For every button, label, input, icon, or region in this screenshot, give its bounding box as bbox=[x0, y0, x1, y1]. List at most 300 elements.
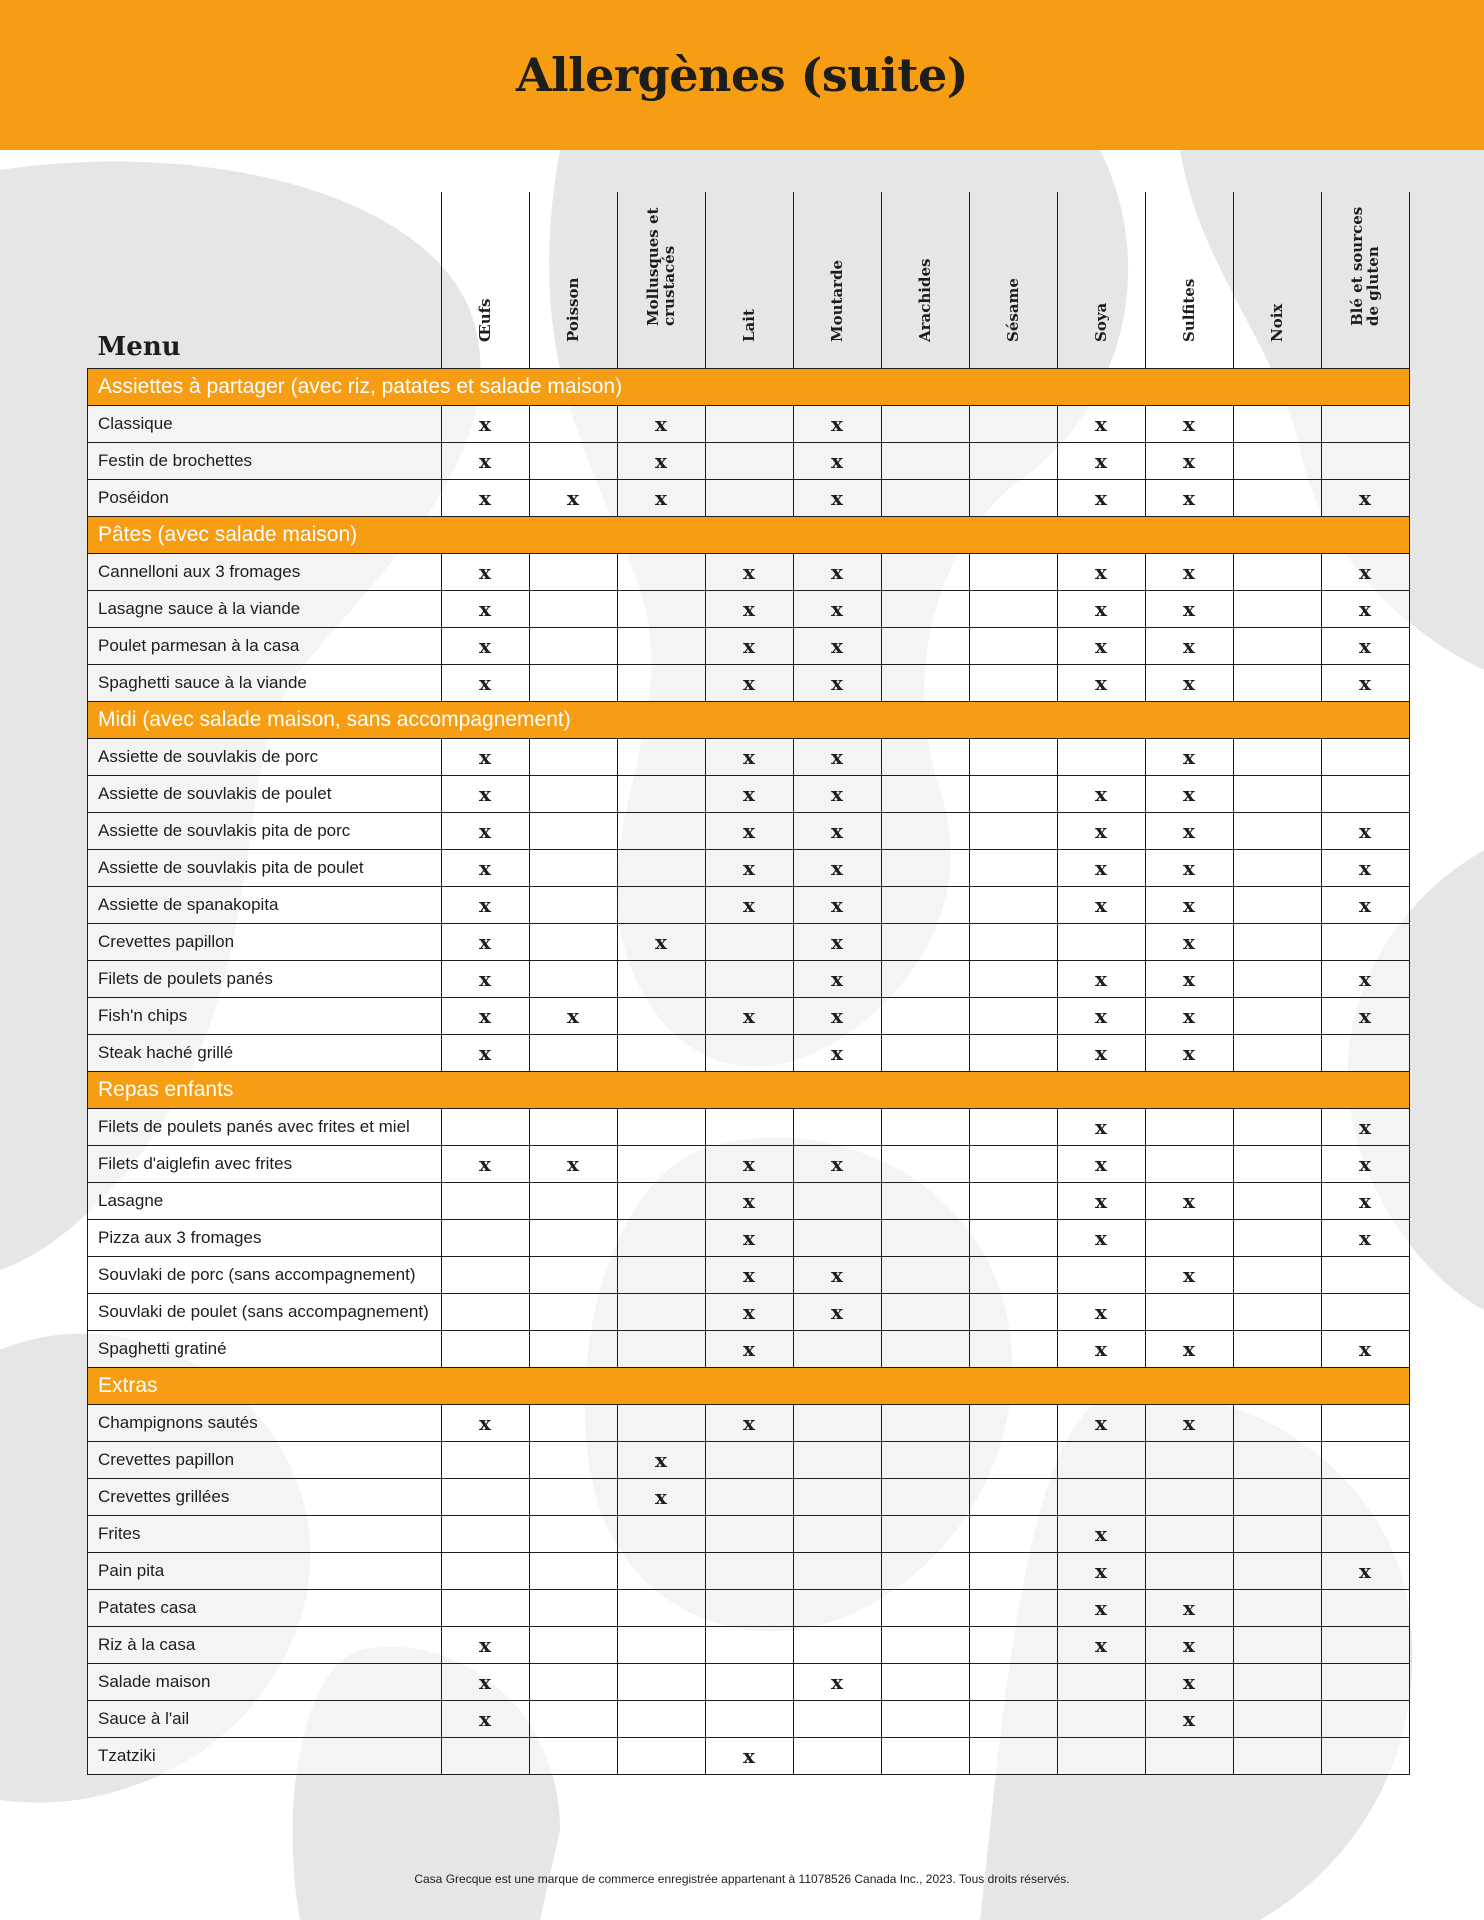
allergen-mark-cell bbox=[881, 998, 969, 1035]
allergen-mark-cell bbox=[617, 1553, 705, 1590]
allergen-mark-cell bbox=[881, 1257, 969, 1294]
allergen-mark-cell: x bbox=[1057, 1331, 1145, 1368]
allergen-mark-cell: x bbox=[1145, 1331, 1233, 1368]
allergen-mark-cell bbox=[1233, 443, 1321, 480]
allergen-mark-cell: x bbox=[1057, 1553, 1145, 1590]
table-row bbox=[88, 1738, 1410, 1775]
allergen-mark-cell bbox=[969, 1183, 1057, 1220]
allergen-mark-cell bbox=[969, 1664, 1057, 1701]
allergen-mark-cell bbox=[969, 554, 1057, 591]
allergen-mark-cell bbox=[705, 1516, 793, 1553]
allergen-mark-cell bbox=[617, 1331, 705, 1368]
table-row bbox=[88, 1257, 1410, 1294]
allergen-mark-cell: x bbox=[705, 887, 793, 924]
allergen-mark-cell bbox=[705, 443, 793, 480]
allergen-mark-cell: x bbox=[1057, 850, 1145, 887]
allergen-mark-cell: x bbox=[441, 776, 529, 813]
allergen-mark-cell bbox=[881, 1738, 969, 1775]
table-row bbox=[88, 1664, 1410, 1701]
table-row bbox=[88, 1183, 1410, 1220]
allergen-mark-cell bbox=[881, 1590, 969, 1627]
allergen-mark-cell bbox=[969, 1479, 1057, 1516]
allergen-mark-cell bbox=[1145, 1738, 1233, 1775]
allergen-column-header bbox=[1145, 192, 1233, 369]
allergen-mark-cell bbox=[529, 443, 617, 480]
allergen-mark-cell bbox=[529, 591, 617, 628]
allergen-mark-cell: x bbox=[1057, 1183, 1145, 1220]
allergen-mark-cell bbox=[441, 1590, 529, 1627]
allergen-mark-cell bbox=[793, 1479, 881, 1516]
allergen-mark-cell: x bbox=[705, 1294, 793, 1331]
allergen-mark-cell: x bbox=[705, 1146, 793, 1183]
allergen-mark-cell: x bbox=[793, 813, 881, 850]
allergen-mark-cell bbox=[529, 628, 617, 665]
table-row bbox=[88, 1701, 1410, 1738]
allergen-mark-cell bbox=[881, 1035, 969, 1072]
allergen-mark-cell: x bbox=[617, 406, 705, 443]
allergen-mark-cell bbox=[617, 1294, 705, 1331]
allergen-mark-cell: x bbox=[1145, 1701, 1233, 1738]
allergen-mark-cell bbox=[1233, 1146, 1321, 1183]
allergen-mark-cell: x bbox=[793, 443, 881, 480]
allergen-mark-cell: x bbox=[705, 1257, 793, 1294]
allergen-mark-cell: x bbox=[1321, 1109, 1409, 1146]
table-row bbox=[88, 665, 1410, 702]
allergen-mark-cell bbox=[617, 887, 705, 924]
allergen-mark-cell bbox=[881, 961, 969, 998]
table-row bbox=[88, 554, 1410, 591]
allergen-mark-cell: x bbox=[617, 1442, 705, 1479]
allergen-mark-cell bbox=[1233, 591, 1321, 628]
allergen-mark-cell bbox=[1145, 1516, 1233, 1553]
allergen-mark-cell bbox=[793, 1701, 881, 1738]
allergen-mark-cell: x bbox=[617, 443, 705, 480]
allergen-mark-cell bbox=[617, 1405, 705, 1442]
allergen-mark-cell: x bbox=[617, 1479, 705, 1516]
allergen-mark-cell bbox=[1233, 1331, 1321, 1368]
allergen-mark-cell bbox=[529, 813, 617, 850]
allergen-mark-cell: x bbox=[441, 480, 529, 517]
allergen-mark-cell bbox=[969, 1627, 1057, 1664]
title-banner bbox=[0, 0, 1484, 150]
allergen-mark-cell bbox=[705, 1479, 793, 1516]
allergen-mark-cell bbox=[881, 628, 969, 665]
allergen-mark-cell: x bbox=[705, 776, 793, 813]
allergen-mark-cell: x bbox=[529, 480, 617, 517]
allergen-mark-cell: x bbox=[1321, 628, 1409, 665]
table-row bbox=[88, 1035, 1410, 1072]
allergen-mark-cell bbox=[617, 776, 705, 813]
allergen-mark-cell: x bbox=[441, 1405, 529, 1442]
allergen-mark-cell bbox=[969, 665, 1057, 702]
allergen-mark-cell bbox=[793, 1220, 881, 1257]
allergen-mark-cell bbox=[969, 1294, 1057, 1331]
allergen-mark-cell bbox=[529, 1627, 617, 1664]
allergen-mark-cell bbox=[1057, 1479, 1145, 1516]
allergen-mark-cell bbox=[617, 1109, 705, 1146]
allergen-mark-cell bbox=[617, 1590, 705, 1627]
allergen-mark-cell: x bbox=[1057, 998, 1145, 1035]
allergen-mark-cell: x bbox=[441, 813, 529, 850]
allergen-mark-cell bbox=[1233, 1109, 1321, 1146]
allergen-mark-cell: x bbox=[705, 591, 793, 628]
menu-item-name: Poséidon bbox=[88, 480, 442, 517]
menu-item-name: Frites bbox=[88, 1516, 442, 1553]
allergen-mark-cell bbox=[617, 554, 705, 591]
allergen-mark-cell: x bbox=[1321, 480, 1409, 517]
section-header-row bbox=[88, 1072, 1410, 1109]
allergen-mark-cell bbox=[1321, 443, 1409, 480]
allergen-mark-cell bbox=[1057, 739, 1145, 776]
allergen-mark-cell bbox=[793, 1738, 881, 1775]
allergen-column-label: Poisson bbox=[564, 277, 582, 342]
menu-item-name: Champignons sautés bbox=[88, 1405, 442, 1442]
footer-legal-text: Casa Grecque est une marque de commerce enregistrée appartenant à 11078526 Canada Inc., 2023. Tous droits réservés. bbox=[414, 1872, 1070, 1886]
section-title: Repas enfants bbox=[88, 1072, 1410, 1109]
table-row bbox=[88, 443, 1410, 480]
allergen-mark-cell bbox=[1233, 1442, 1321, 1479]
allergen-mark-cell bbox=[793, 1109, 881, 1146]
table-row bbox=[88, 887, 1410, 924]
allergen-mark-cell bbox=[881, 665, 969, 702]
allergen-mark-cell bbox=[617, 1701, 705, 1738]
allergen-mark-cell: x bbox=[1057, 1405, 1145, 1442]
allergen-mark-cell bbox=[881, 1220, 969, 1257]
allergen-mark-cell: x bbox=[441, 628, 529, 665]
allergen-mark-cell: x bbox=[441, 1701, 529, 1738]
table-row bbox=[88, 1220, 1410, 1257]
allergen-mark-cell bbox=[793, 1516, 881, 1553]
menu-item-name: Assiette de souvlakis pita de porc bbox=[88, 813, 442, 850]
allergen-mark-cell bbox=[793, 1590, 881, 1627]
menu-item-name: Filets de poulets panés avec frites et miel bbox=[88, 1109, 442, 1146]
allergen-mark-cell bbox=[1233, 554, 1321, 591]
allergen-mark-cell bbox=[617, 1627, 705, 1664]
table-row bbox=[88, 813, 1410, 850]
allergen-mark-cell bbox=[969, 1146, 1057, 1183]
allergen-mark-cell: x bbox=[705, 813, 793, 850]
allergen-column-header bbox=[1321, 192, 1409, 369]
table-row bbox=[88, 1516, 1410, 1553]
allergen-mark-cell bbox=[441, 1183, 529, 1220]
allergen-mark-cell: x bbox=[1321, 998, 1409, 1035]
allergen-mark-cell: x bbox=[1145, 887, 1233, 924]
allergen-mark-cell: x bbox=[705, 1738, 793, 1775]
menu-item-name: Crevettes grillées bbox=[88, 1479, 442, 1516]
allergen-mark-cell: x bbox=[1145, 850, 1233, 887]
allergen-mark-cell: x bbox=[1145, 1183, 1233, 1220]
allergen-mark-cell bbox=[1057, 1257, 1145, 1294]
allergen-mark-cell: x bbox=[441, 924, 529, 961]
allergen-mark-cell bbox=[969, 850, 1057, 887]
table-row bbox=[88, 1109, 1410, 1146]
allergen-mark-cell bbox=[793, 1627, 881, 1664]
allergen-mark-cell bbox=[617, 1738, 705, 1775]
allergen-mark-cell bbox=[441, 1738, 529, 1775]
allergen-mark-cell bbox=[1233, 1257, 1321, 1294]
allergen-mark-cell: x bbox=[705, 739, 793, 776]
allergen-mark-cell: x bbox=[793, 887, 881, 924]
allergen-mark-cell: x bbox=[1057, 961, 1145, 998]
allergen-mark-cell: x bbox=[441, 1035, 529, 1072]
menu-item-name: Souvlaki de poulet (sans accompagnement) bbox=[88, 1294, 442, 1331]
allergen-mark-cell bbox=[1145, 1479, 1233, 1516]
allergen-mark-cell bbox=[1057, 1738, 1145, 1775]
allergen-mark-cell bbox=[529, 776, 617, 813]
allergen-mark-cell bbox=[881, 554, 969, 591]
allergen-mark-cell: x bbox=[1057, 1590, 1145, 1627]
menu-item-name: Sauce à l'ail bbox=[88, 1701, 442, 1738]
allergen-mark-cell: x bbox=[1321, 1146, 1409, 1183]
allergen-mark-cell bbox=[969, 1553, 1057, 1590]
allergen-mark-cell bbox=[705, 1442, 793, 1479]
allergen-mark-cell bbox=[969, 998, 1057, 1035]
allergen-mark-cell bbox=[881, 1442, 969, 1479]
allergen-mark-cell bbox=[1321, 1405, 1409, 1442]
menu-item-name: Filets de poulets panés bbox=[88, 961, 442, 998]
allergen-mark-cell: x bbox=[793, 1146, 881, 1183]
allergen-mark-cell bbox=[1233, 1479, 1321, 1516]
allergen-mark-cell: x bbox=[793, 850, 881, 887]
table-row bbox=[88, 591, 1410, 628]
allergen-mark-cell bbox=[881, 1183, 969, 1220]
menu-item-name: Assiette de souvlakis de porc bbox=[88, 739, 442, 776]
allergen-mark-cell: x bbox=[1145, 406, 1233, 443]
allergen-mark-cell: x bbox=[705, 628, 793, 665]
allergen-mark-cell bbox=[441, 1257, 529, 1294]
allergen-mark-cell: x bbox=[793, 961, 881, 998]
allergen-mark-cell bbox=[881, 813, 969, 850]
allergen-column-header bbox=[617, 192, 705, 369]
allergen-mark-cell bbox=[881, 591, 969, 628]
allergen-mark-cell bbox=[1145, 1553, 1233, 1590]
menu-item-name: Patates casa bbox=[88, 1590, 442, 1627]
allergen-mark-cell bbox=[793, 1553, 881, 1590]
allergen-mark-cell: x bbox=[1321, 961, 1409, 998]
allergen-mark-cell bbox=[793, 1331, 881, 1368]
allergen-mark-cell bbox=[617, 1220, 705, 1257]
allergen-mark-cell bbox=[1321, 1257, 1409, 1294]
allergen-mark-cell bbox=[617, 628, 705, 665]
allergen-mark-cell bbox=[1233, 961, 1321, 998]
allergen-mark-cell bbox=[705, 1664, 793, 1701]
allergen-mark-cell: x bbox=[1057, 554, 1145, 591]
allergen-mark-cell bbox=[1233, 1294, 1321, 1331]
menu-item-name: Spaghetti sauce à la viande bbox=[88, 665, 442, 702]
allergen-mark-cell bbox=[1321, 1664, 1409, 1701]
allergen-mark-cell bbox=[529, 887, 617, 924]
allergen-mark-cell bbox=[529, 554, 617, 591]
allergen-mark-cell bbox=[1057, 924, 1145, 961]
allergen-column-label: Moutarde bbox=[828, 259, 846, 342]
allergen-mark-cell bbox=[1321, 1294, 1409, 1331]
allergen-mark-cell: x bbox=[1057, 887, 1145, 924]
table-row bbox=[88, 850, 1410, 887]
menu-item-name: Lasagne sauce à la viande bbox=[88, 591, 442, 628]
allergen-mark-cell bbox=[1145, 1146, 1233, 1183]
allergen-mark-cell bbox=[969, 1442, 1057, 1479]
allergen-mark-cell: x bbox=[705, 850, 793, 887]
allergen-mark-cell: x bbox=[1321, 1183, 1409, 1220]
allergen-mark-cell bbox=[1233, 998, 1321, 1035]
allergen-mark-cell bbox=[1233, 1035, 1321, 1072]
allergen-mark-cell: x bbox=[793, 628, 881, 665]
allergen-mark-cell bbox=[529, 924, 617, 961]
allergen-mark-cell: x bbox=[1145, 1664, 1233, 1701]
allergen-mark-cell bbox=[1233, 813, 1321, 850]
allergen-mark-cell: x bbox=[1321, 1331, 1409, 1368]
table-row bbox=[88, 1294, 1410, 1331]
allergen-mark-cell: x bbox=[1145, 1627, 1233, 1664]
allergen-mark-cell bbox=[969, 813, 1057, 850]
allergen-mark-cell bbox=[441, 1331, 529, 1368]
allergen-column-header bbox=[1233, 192, 1321, 369]
allergen-mark-cell bbox=[881, 1479, 969, 1516]
allergen-mark-cell: x bbox=[705, 1405, 793, 1442]
menu-item-name: Pizza aux 3 fromages bbox=[88, 1220, 442, 1257]
allergen-mark-cell bbox=[881, 924, 969, 961]
allergen-mark-cell bbox=[441, 1442, 529, 1479]
allergen-mark-cell bbox=[881, 1664, 969, 1701]
allergen-mark-cell: x bbox=[617, 480, 705, 517]
allergen-mark-cell bbox=[705, 1627, 793, 1664]
menu-item-name: Pain pita bbox=[88, 1553, 442, 1590]
allergen-mark-cell bbox=[1321, 406, 1409, 443]
allergen-mark-cell bbox=[969, 1035, 1057, 1072]
allergen-mark-cell: x bbox=[1321, 1220, 1409, 1257]
allergen-column-label: Arachides bbox=[916, 258, 934, 342]
allergen-mark-cell bbox=[1233, 924, 1321, 961]
allergen-mark-cell: x bbox=[1145, 443, 1233, 480]
allergen-mark-cell: x bbox=[793, 591, 881, 628]
table-row bbox=[88, 1442, 1410, 1479]
allergen-mark-cell bbox=[617, 1664, 705, 1701]
allergen-mark-cell bbox=[1321, 1035, 1409, 1072]
allergen-mark-cell: x bbox=[1057, 1627, 1145, 1664]
allergen-mark-cell bbox=[969, 591, 1057, 628]
allergen-mark-cell bbox=[617, 1146, 705, 1183]
allergen-column-label: Noix bbox=[1268, 303, 1286, 342]
allergen-mark-cell: x bbox=[1145, 1590, 1233, 1627]
allergen-mark-cell: x bbox=[441, 554, 529, 591]
allergen-mark-cell bbox=[1321, 739, 1409, 776]
allergen-mark-cell bbox=[441, 1294, 529, 1331]
allergen-mark-cell: x bbox=[1057, 591, 1145, 628]
menu-item-name: Tzatziki bbox=[88, 1738, 442, 1775]
allergen-mark-cell: x bbox=[705, 1220, 793, 1257]
allergen-mark-cell bbox=[705, 480, 793, 517]
section-header-row bbox=[88, 702, 1410, 739]
table-row bbox=[88, 1553, 1410, 1590]
allergen-mark-cell: x bbox=[1057, 1220, 1145, 1257]
allergen-mark-cell bbox=[881, 443, 969, 480]
allergen-mark-cell bbox=[881, 1146, 969, 1183]
allergen-mark-cell bbox=[1233, 887, 1321, 924]
allergen-mark-cell bbox=[881, 739, 969, 776]
allergen-mark-cell bbox=[1233, 776, 1321, 813]
allergen-mark-cell: x bbox=[793, 776, 881, 813]
table-row bbox=[88, 924, 1410, 961]
allergen-mark-cell bbox=[881, 1516, 969, 1553]
allergen-column-label: Soya bbox=[1092, 302, 1110, 342]
allergen-mark-cell bbox=[1233, 850, 1321, 887]
allergen-mark-cell bbox=[705, 1590, 793, 1627]
allergen-mark-cell: x bbox=[1145, 1035, 1233, 1072]
allergen-mark-cell bbox=[529, 1220, 617, 1257]
allergen-mark-cell bbox=[969, 443, 1057, 480]
allergen-mark-cell bbox=[881, 1109, 969, 1146]
allergen-mark-cell: x bbox=[1145, 776, 1233, 813]
allergen-mark-cell bbox=[969, 1405, 1057, 1442]
menu-item-name: Crevettes papillon bbox=[88, 1442, 442, 1479]
allergen-mark-cell bbox=[617, 850, 705, 887]
allergen-mark-cell bbox=[1233, 1701, 1321, 1738]
allergen-mark-cell: x bbox=[1057, 665, 1145, 702]
allergen-mark-cell: x bbox=[1057, 1294, 1145, 1331]
allergen-mark-cell: x bbox=[1145, 998, 1233, 1035]
section-title: Midi (avec salade maison, sans accompagnement) bbox=[88, 702, 1410, 739]
allergen-mark-cell: x bbox=[1321, 554, 1409, 591]
allergen-mark-cell bbox=[617, 739, 705, 776]
section-header-row bbox=[88, 369, 1410, 406]
allergen-mark-cell bbox=[1233, 1590, 1321, 1627]
allergen-mark-cell bbox=[529, 1257, 617, 1294]
allergen-mark-cell: x bbox=[1057, 1109, 1145, 1146]
table-row bbox=[88, 406, 1410, 443]
allergen-mark-cell bbox=[1321, 1442, 1409, 1479]
section-header-row bbox=[88, 1368, 1410, 1405]
menu-item-name: Souvlaki de porc (sans accompagnement) bbox=[88, 1257, 442, 1294]
allergen-mark-cell bbox=[1145, 1294, 1233, 1331]
table-row bbox=[88, 1146, 1410, 1183]
allergen-mark-cell: x bbox=[793, 1664, 881, 1701]
allergen-mark-cell: x bbox=[441, 1627, 529, 1664]
allergen-mark-cell: x bbox=[1145, 480, 1233, 517]
allergen-mark-cell bbox=[529, 850, 617, 887]
allergen-mark-cell: x bbox=[1145, 1405, 1233, 1442]
allergen-mark-cell: x bbox=[441, 1146, 529, 1183]
allergen-mark-cell bbox=[881, 1553, 969, 1590]
allergen-mark-cell bbox=[1233, 665, 1321, 702]
allergen-mark-cell: x bbox=[617, 924, 705, 961]
allergen-mark-cell bbox=[705, 406, 793, 443]
allergen-mark-cell bbox=[881, 480, 969, 517]
allergen-mark-cell bbox=[529, 1035, 617, 1072]
allergen-mark-cell: x bbox=[1321, 591, 1409, 628]
allergen-mark-cell: x bbox=[1145, 924, 1233, 961]
allergen-mark-cell: x bbox=[1057, 480, 1145, 517]
menu-item-name: Festin de brochettes bbox=[88, 443, 442, 480]
table-row bbox=[88, 480, 1410, 517]
allergen-mark-cell bbox=[529, 1183, 617, 1220]
allergen-mark-cell: x bbox=[441, 998, 529, 1035]
allergen-mark-cell: x bbox=[1145, 813, 1233, 850]
allergen-mark-cell bbox=[881, 1331, 969, 1368]
allergen-column-header bbox=[969, 192, 1057, 369]
allergen-column-header bbox=[881, 192, 969, 369]
allergen-mark-cell: x bbox=[1057, 1035, 1145, 1072]
allergen-mark-cell: x bbox=[793, 1035, 881, 1072]
allergen-mark-cell bbox=[705, 961, 793, 998]
menu-item-name: Classique bbox=[88, 406, 442, 443]
allergen-mark-cell: x bbox=[705, 998, 793, 1035]
table-row bbox=[88, 1627, 1410, 1664]
allergen-mark-cell bbox=[617, 591, 705, 628]
allergen-mark-cell bbox=[529, 665, 617, 702]
page-title: Allergènes (suite) bbox=[515, 48, 969, 102]
allergen-column-label: Œufs bbox=[476, 298, 494, 342]
allergen-column-label: Blé et sources de gluten bbox=[1348, 206, 1382, 326]
